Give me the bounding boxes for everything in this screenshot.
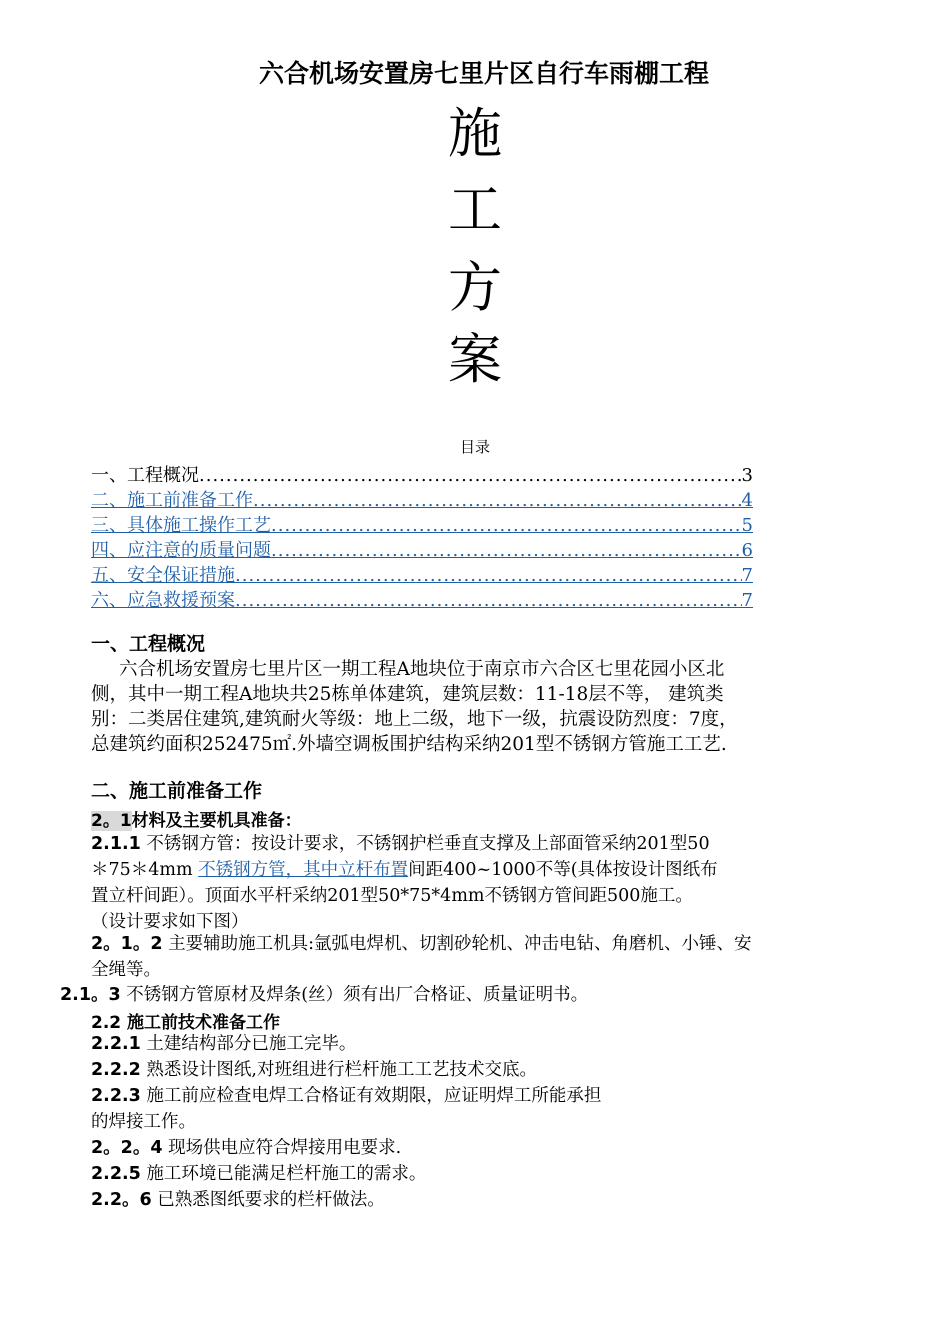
- overview-line: 六合机场安置房七里片区一期工程A地块位于南京市六合区七里花园小区北: [119, 659, 725, 680]
- toc-item-emergency[interactable]: [91, 586, 753, 611]
- list-item: 2.2.2 熟悉设计图纸,对班组进行栏杆施工工艺技术交底。: [91, 1060, 537, 1080]
- item-2-1-3: 2.1。3 不锈钢方管原材及焊条(丝）须有出厂合格证、质量证明书。: [60, 985, 589, 1005]
- subheading-label: 材料及主要机具准备：: [131, 811, 302, 831]
- section-heading-preparation: 二、施工前准备工作: [91, 780, 263, 802]
- toc-item-label: 二、施工前准备工作: [91, 490, 253, 511]
- overview-line: 别：二类居住建筑,建筑耐火等级：地上二级，地下一级，抗震设防烈度：7度，: [91, 709, 738, 730]
- list-item: 2。2。4 现场供电应符合焊接用电要求.: [91, 1138, 402, 1158]
- toc-item-page: 7: [741, 565, 753, 586]
- section-heading-overview: 一、工程概况: [91, 633, 206, 655]
- toc-item-label: 六、应急救援预案: [91, 590, 235, 611]
- toc-item-quality-issues[interactable]: [91, 536, 753, 561]
- big-title-char-2: 工: [448, 178, 502, 241]
- list-item: 的焊接工作。: [91, 1112, 196, 1132]
- list-item: 2.2.5 施工环境已能满足栏杆施工的需求。: [91, 1164, 427, 1184]
- toc-item-label: 一、工程概况: [91, 465, 199, 486]
- toc-item-page: 5: [741, 515, 753, 536]
- subheading-materials: [91, 806, 302, 831]
- overview-paragraph: [91, 657, 871, 757]
- toc-item-overview[interactable]: [91, 461, 753, 486]
- item-2-1-2: 2。1。2 主要辅助施工机具:氩弧电焊机、切割砂轮机、冲击电钻、角磨机、小锤、安 全绳等。: [91, 934, 752, 980]
- toc-leader: [235, 565, 742, 586]
- toc-item-safety[interactable]: [91, 561, 753, 586]
- toc-leader: [235, 590, 742, 611]
- items-2-2: [91, 1031, 866, 1213]
- toc-item-page: 4: [741, 490, 753, 511]
- list-item: 2.2.3 施工前应检查电焊工合格证有效期限，应证明焊工所能承担: [91, 1086, 602, 1106]
- document-title: 六合机场安置房七里片区自行车雨棚工程: [258, 59, 709, 88]
- big-title-char-3: 方: [448, 256, 502, 319]
- toc-item-page: 3: [741, 465, 753, 486]
- toc-item-page: 7: [741, 590, 753, 611]
- big-title-char-4: 案: [448, 328, 502, 391]
- subheading-number: 2。1: [91, 811, 132, 831]
- toc-item-page: 6: [741, 540, 753, 561]
- toc-leader: [199, 465, 742, 486]
- overview-line: 总建筑约面积252475㎡.外墙空调板围护结构采纳201型不锈钢方管施工工艺.: [91, 734, 727, 755]
- toc-leader: [271, 515, 742, 536]
- toc-item-preparation[interactable]: [91, 486, 753, 511]
- item-2-1-1: 2.1.1 不锈钢方管：按设计要求，不锈钢护栏垂直支撑及上部面管采纳201型50 ＊75＊4mm 不锈钢方管，其中立杆布置间距400~1000不等(具体按设计图纸布 置立杆间距）。顶面水平杆采纳201型50*75*4mm不锈钢方管间距500施工。 （设计要求如下图）: [91, 834, 718, 932]
- list-item: 2.2.1 土建结构部分已施工完毕。: [91, 1034, 357, 1054]
- toc-item-label: 四、应注意的质量问题: [91, 540, 271, 561]
- toc-leader: [253, 490, 742, 511]
- table-of-contents: [91, 461, 753, 611]
- big-title-char-1: 施: [448, 102, 502, 165]
- toc-item-construction-process[interactable]: [91, 511, 753, 536]
- toc-item-label: 五、安全保证措施: [91, 565, 235, 586]
- toc-leader: [271, 540, 742, 561]
- overview-line: 侧，其中一期工程A地块共25栋单体建筑，建筑层数：11-18层不等， 建筑类: [91, 684, 724, 705]
- subheading-technical-prep: 2.2 施工前技术准备工作: [91, 1013, 281, 1033]
- toc-item-label: 三、具体施工操作工艺: [91, 515, 271, 536]
- inline-link[interactable]: 不锈钢方管，其中立杆布置: [198, 860, 409, 880]
- toc-heading: 目录: [459, 438, 490, 456]
- list-item: 2.2。6 已熟悉图纸要求的栏杆做法。: [91, 1190, 385, 1210]
